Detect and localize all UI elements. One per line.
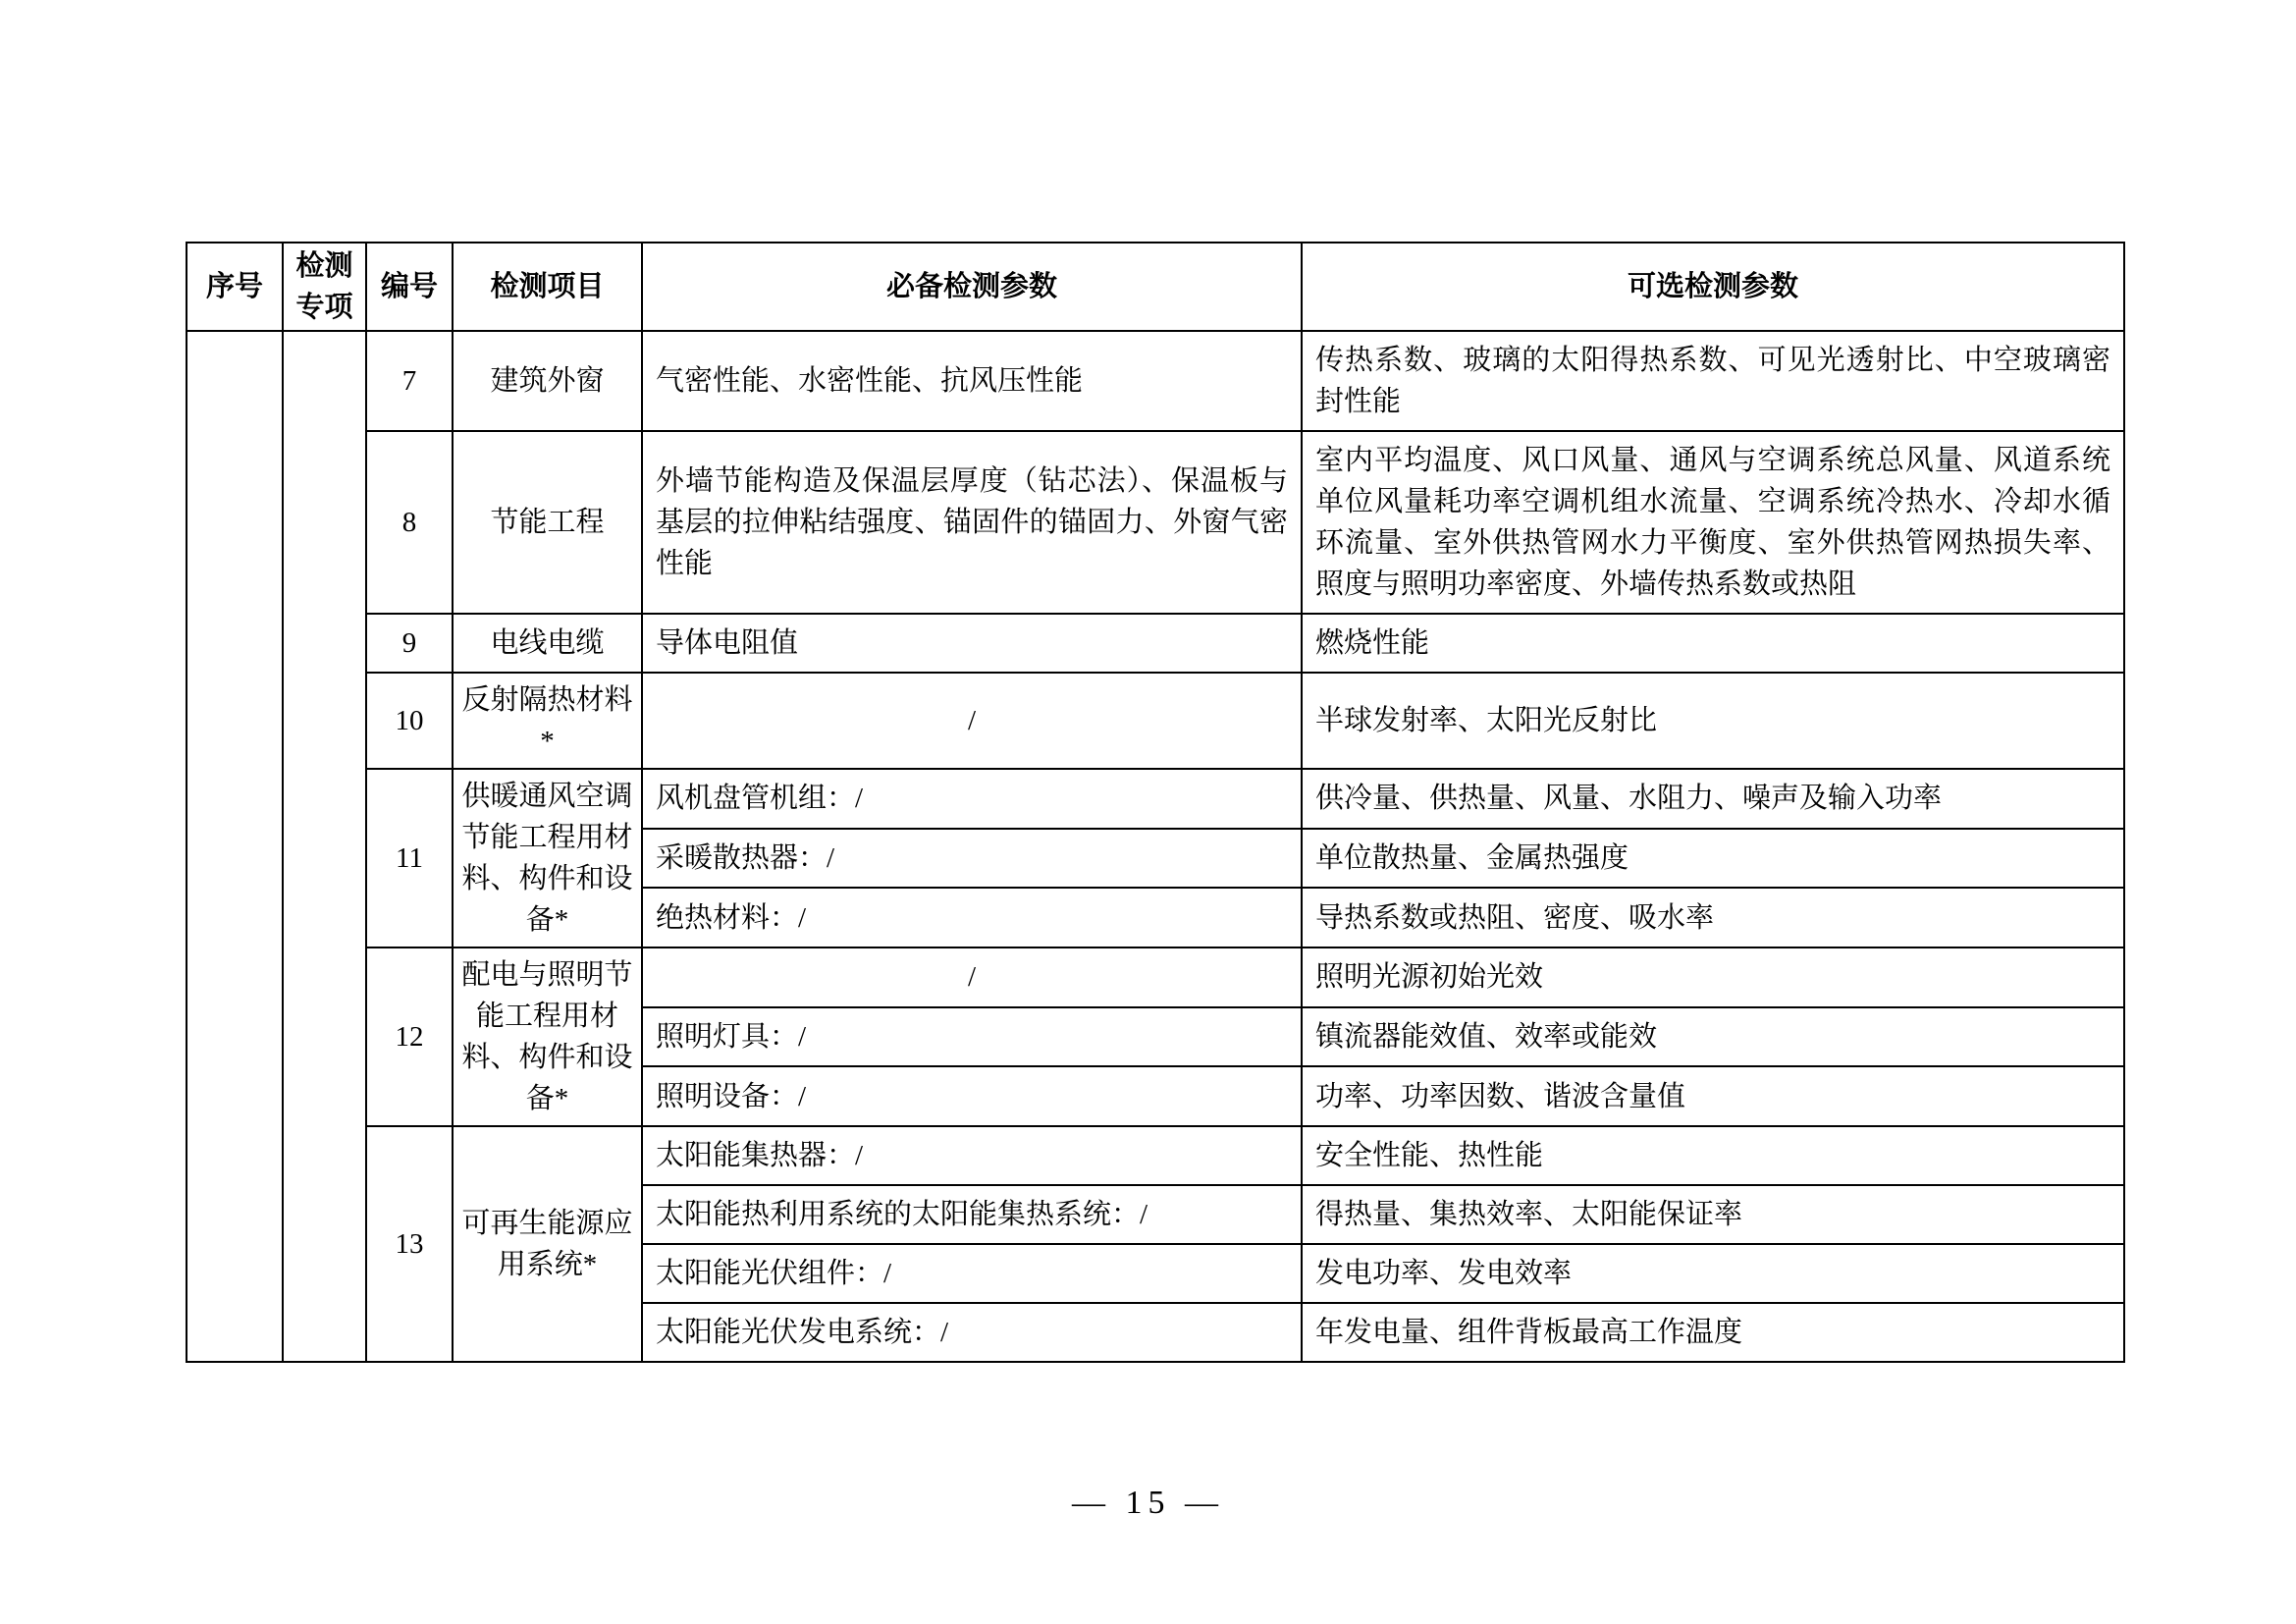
table-row [187, 331, 2124, 431]
cell-item: 节能工程 [453, 431, 642, 614]
cell-item: 可再生能源应用系统* [453, 1126, 642, 1362]
cell-no: 7 [366, 331, 453, 431]
header-no: 编号 [366, 243, 453, 331]
cell-optional-params: 供冷量、供热量、风量、水阻力、噪声及输入功率 [1302, 769, 2124, 829]
seq-empty-cell [187, 331, 283, 1362]
cell-required-params: 照明灯具：/ [642, 1007, 1302, 1067]
cell-item: 反射隔热材料* [453, 673, 642, 769]
cell-no: 9 [366, 614, 453, 673]
cell-optional-params: 照明光源初始光效 [1302, 947, 2124, 1007]
cell-required-params: 采暖散热器：/ [642, 829, 1302, 889]
cell-optional-params: 功率、功率因数、谐波含量值 [1302, 1066, 2124, 1126]
cell-required-params: / [642, 947, 1302, 1007]
cell-no: 11 [366, 769, 453, 947]
cell-item: 电线电缆 [453, 614, 642, 673]
table-row [187, 769, 2124, 829]
cell-required-params: 风机盘管机组：/ [642, 769, 1302, 829]
header-special: 检测专项 [283, 243, 366, 331]
cell-optional-params: 得热量、集热效率、太阳能保证率 [1302, 1185, 2124, 1244]
table-row [187, 673, 2124, 769]
cell-required-params: 外墙节能构造及保温层厚度（钻芯法）、保温板与基层的拉伸粘结强度、锚固件的锚固力、外窗气密性能 [642, 431, 1302, 614]
cell-required-params: 绝热材料：/ [642, 888, 1302, 947]
table-row [187, 947, 2124, 1007]
cell-required-params: 气密性能、水密性能、抗风压性能 [642, 331, 1302, 431]
header-optional-params: 可选检测参数 [1302, 243, 2124, 331]
table-row [187, 1126, 2124, 1185]
cell-optional-params: 发电功率、发电效率 [1302, 1244, 2124, 1303]
cell-optional-params: 镇流器能效值、效率或能效 [1302, 1007, 2124, 1067]
cell-item: 供暖通风空调节能工程用材料、构件和设备* [453, 769, 642, 947]
cell-no: 10 [366, 673, 453, 769]
cell-optional-params: 安全性能、热性能 [1302, 1126, 2124, 1185]
cell-item: 配电与照明节能工程用材料、构件和设备* [453, 947, 642, 1126]
header-row [187, 243, 2124, 331]
table-row [187, 431, 2124, 614]
cell-optional-params: 半球发射率、太阳光反射比 [1302, 673, 2124, 769]
cell-item: 建筑外窗 [453, 331, 642, 431]
header-seq: 序号 [187, 243, 283, 331]
table-row [187, 614, 2124, 673]
cell-required-params: 太阳能光伏发电系统：/ [642, 1303, 1302, 1362]
header-item: 检测项目 [453, 243, 642, 331]
inspection-parameters-table [186, 242, 2125, 1363]
cell-optional-params: 室内平均温度、风口风量、通风与空调系统总风量、风道系统单位风量耗功率空调机组水流量、空调系统冷热水、冷却水循环流量、室外供热管网水力平衡度、室外供热管网热损失率、照度与照明功率密度、外墙传热系数或热阻 [1302, 431, 2124, 614]
cell-required-params: 照明设备：/ [642, 1066, 1302, 1126]
cell-optional-params: 传热系数、玻璃的太阳得热系数、可见光透射比、中空玻璃密封性能 [1302, 331, 2124, 431]
cell-optional-params: 导热系数或热阻、密度、吸水率 [1302, 888, 2124, 947]
special-empty-cell [283, 331, 366, 1362]
header-required-params: 必备检测参数 [642, 243, 1302, 331]
table-body [187, 331, 2124, 1362]
cell-required-params: 太阳能光伏组件：/ [642, 1244, 1302, 1303]
cell-required-params: 太阳能热利用系统的太阳能集热系统：/ [642, 1185, 1302, 1244]
cell-no: 13 [366, 1126, 453, 1362]
cell-required-params: 导体电阻值 [642, 614, 1302, 673]
cell-no: 8 [366, 431, 453, 614]
cell-optional-params: 年发电量、组件背板最高工作温度 [1302, 1303, 2124, 1362]
cell-no: 12 [366, 947, 453, 1126]
page-number: — 15 — [1072, 1485, 1224, 1521]
cell-required-params: 太阳能集热器：/ [642, 1126, 1302, 1185]
cell-required-params: / [642, 673, 1302, 769]
cell-optional-params: 燃烧性能 [1302, 614, 2124, 673]
cell-optional-params: 单位散热量、金属热强度 [1302, 829, 2124, 889]
